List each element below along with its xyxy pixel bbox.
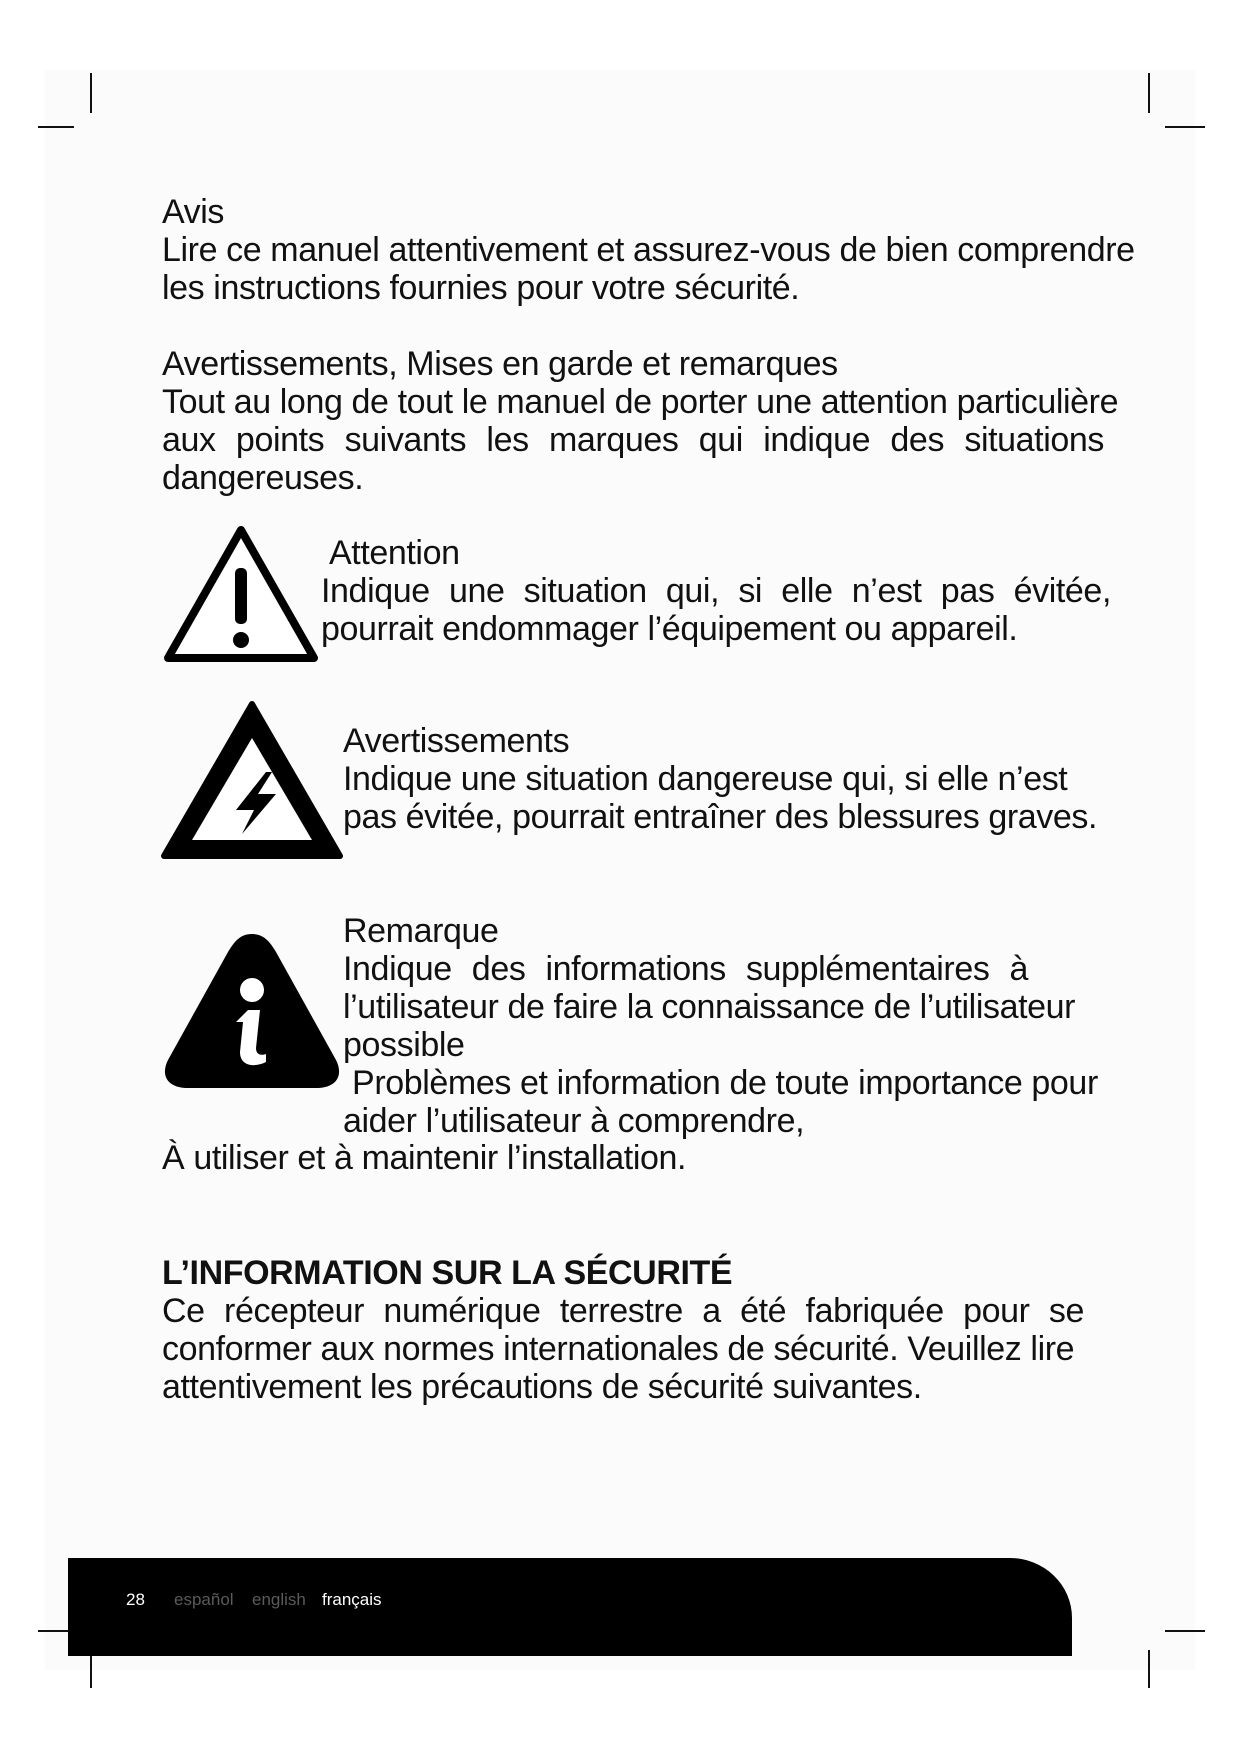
safety-section <box>162 1254 1084 1406</box>
safety-line: attentivement les précautions de sécurité suivantes. <box>162 1368 922 1406</box>
exclamation-triangle-icon <box>160 522 322 666</box>
language-link-espanol[interactable]: español <box>174 1590 234 1609</box>
language-link-francais[interactable]: français <box>322 1590 382 1609</box>
remarque-title: Remarque <box>343 912 499 950</box>
remarque-last-line: À utiliser et à maintenir l’installation. <box>162 1139 687 1177</box>
remarque-line: Indique des informations supplémentaires à <box>343 950 1028 988</box>
remarque-line: Problèmes et information de toute importance pour <box>343 1064 1098 1102</box>
notice-line: les instructions fournies pour votre sécurité. <box>162 269 800 307</box>
crop-mark <box>1148 1650 1150 1688</box>
remarque-section <box>343 912 1098 1140</box>
safety-heading: L’INFORMATION SUR LA SÉCURITÉ <box>162 1254 733 1292</box>
avertissements-section <box>343 722 1133 836</box>
warnings-intro-section <box>162 345 1119 497</box>
avertissements-line: pas évitée, pourrait entraîner des blessures graves. <box>343 798 1098 836</box>
remarque-line: l’utilisateur de faire la connaissance de l’utilisateur <box>343 988 1076 1026</box>
crop-mark <box>1165 1630 1205 1632</box>
avertissements-title: Avertissements <box>343 722 570 760</box>
attention-title: Attention <box>329 534 460 572</box>
safety-line: conformer aux normes internationales de sécurité. Veuillez lire <box>162 1330 1075 1368</box>
notice-line: Lire ce manuel attentivement et assurez-vous de bien comprendre <box>162 231 1135 269</box>
avertissements-line: Indique une situation dangereuse qui, si elle n’est <box>343 760 1068 798</box>
notice-section <box>162 193 1152 307</box>
warnings-intro-line: aux points suivants les marques qui indique des situations <box>162 421 1104 459</box>
warnings-intro-title: Avertissements, Mises en garde et remarques <box>162 345 838 383</box>
notice-title: Avis <box>162 193 225 231</box>
crop-mark <box>1148 73 1150 113</box>
attention-line: pourrait endommager l’équipement ou appareil. <box>321 610 1018 648</box>
info-triangle-icon <box>160 926 344 1092</box>
page-background <box>45 70 1195 1670</box>
remarque-line: possible <box>343 1026 465 1064</box>
attention-line: Indique une situation qui, si elle n’est pas évitée, <box>321 572 1111 610</box>
lightning-triangle-icon <box>160 700 344 862</box>
warnings-intro-line: dangereuses. <box>162 459 364 497</box>
crop-mark <box>1165 126 1205 128</box>
crop-mark <box>38 126 74 128</box>
attention-section <box>321 534 1111 648</box>
page-number: 28 <box>126 1590 145 1609</box>
remarque-line: aider l’utilisateur à comprendre, <box>343 1102 805 1140</box>
safety-line: Ce récepteur numérique terrestre a été fabriquée pour se <box>162 1292 1084 1330</box>
crop-mark <box>90 73 92 113</box>
language-link-english[interactable]: english <box>252 1590 306 1609</box>
warnings-intro-line: Tout au long de tout le manuel de porter une attention particulière <box>162 383 1119 421</box>
